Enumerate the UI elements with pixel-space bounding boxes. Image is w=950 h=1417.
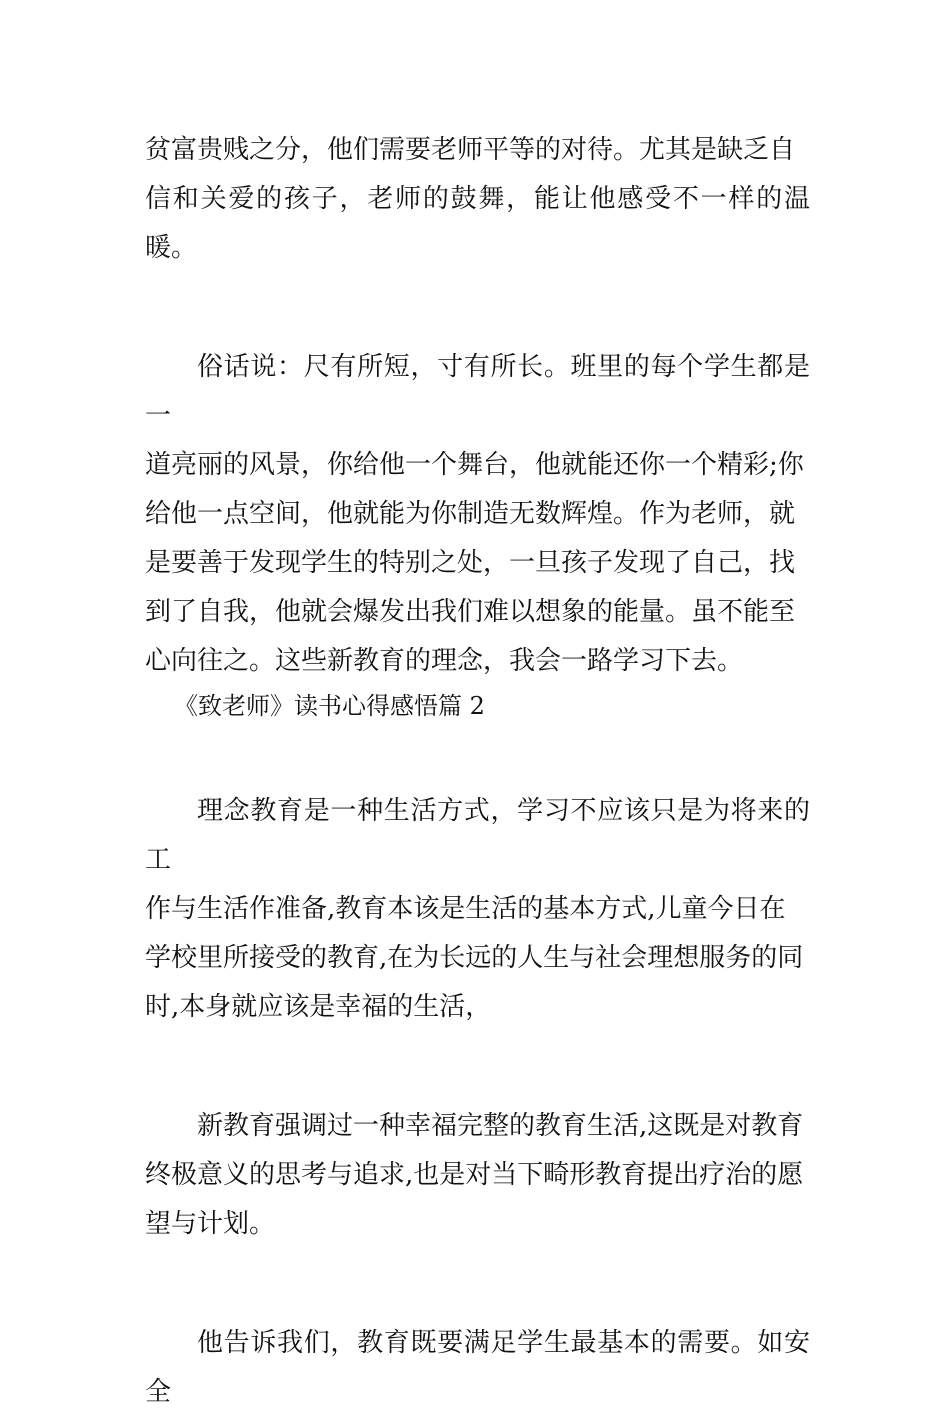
paragraph-1: 贫富贵贱之分，他们需要老师平等的对待。尤其是缺乏自 信和关爱的孩子，老师的鼓舞，能让他感受不一样的温暖。 [145, 135, 810, 263]
section-heading: 《致老师》读书心得感悟篇 2 [174, 692, 485, 720]
paragraph-2: 俗话说：尺有所短，寸有所长。班里的每个学生都是一 道亮丽的风景，你给他一个舞台，他就能还你一个精彩;你 给他一点空间，他就能为你制造无数辉煌。作为老师，就 是要善于发现学生的特别之处，一旦孩子发现了自己，找 到了自我，他就会爆发出我们难以想象的能量。虽不能至 心向往之。这些新教育的理念，我会一路学习下去。 [145, 352, 810, 676]
paragraph-5: 他告诉我们，教育既要满足学生最基本的需要。如安全 [145, 1328, 810, 1407]
document-body [145, 126, 810, 1417]
paragraph-4: 新教育强调过一种幸福完整的教育生活,这既是对教育 终极意义的思考与追求,也是对当下畸形教育提出疗治的愿 望与计划。 [145, 1111, 804, 1239]
paragraph-3: 理念教育是一种生活方式，学习不应该只是为将来的工 作与生活作准备,教育本该是生活的基本方式,儿童今日在 学校里所接受的教育,在为长远的人生与社会理想服务的同 时,本身就应该是幸福的生活， [145, 796, 810, 1022]
